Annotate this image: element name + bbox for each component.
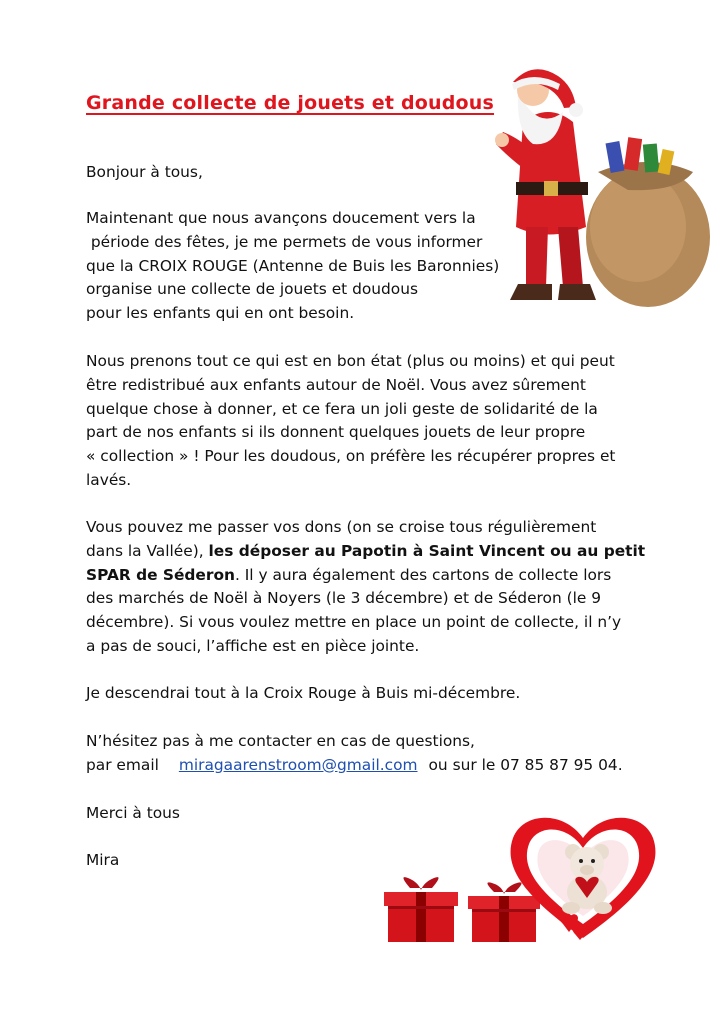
intro-paragraph	[86, 207, 499, 326]
dropoff-paragraph	[86, 516, 645, 659]
dropoff-location-bold: SPAR de Séderon	[86, 565, 235, 584]
gift-box-icon	[380, 874, 462, 944]
contact-email-prefix: par email	[86, 755, 159, 774]
contact-phone: ou sur le 07 85 87 95 04.	[428, 755, 623, 774]
dropoff-line: décembre). Si vous voulez mettre en place un point de collecte, il n’y	[86, 613, 622, 632]
contact-paragraph	[86, 730, 623, 778]
dropoff-line: a pas de souci, l’affiche est en pièce jointe.	[86, 636, 420, 655]
signature: Mira	[86, 851, 120, 869]
email-link[interactable]: miragaarenstroom@gmail.com	[178, 755, 418, 774]
donation-line: quelque chose à donner, et ce fera un joli geste de solidarité de la	[86, 399, 598, 418]
heart-teddy-bear-icon	[503, 806, 663, 946]
donation-line: Nous prenons tout ce qui est en bon état (plus ou moins) et qui peut	[86, 352, 615, 370]
contact-line	[86, 754, 623, 778]
dropoff-line	[86, 540, 645, 564]
contact-line: N’hésitez pas à me contacter en cas de questions,	[86, 732, 475, 750]
dropoff-line: Vous pouvez me passer vos dons (on se croise tous régulièrement	[86, 518, 597, 536]
donation-line: lavés.	[86, 470, 132, 489]
donation-line: « collection » ! Pour les doudous, on préfère les récupérer propres et	[86, 447, 616, 466]
intro-line: que la CROIX ROUGE (Antenne de Buis les Baronnies)	[86, 256, 500, 275]
donation-paragraph	[86, 350, 615, 493]
dropoff-line	[86, 564, 645, 588]
intro-line: pour les enfants qui en ont besoin.	[86, 304, 355, 323]
page-title: Grande collecte de jouets et doudous	[86, 92, 495, 114]
thanks-text: Merci à tous	[86, 804, 180, 822]
intro-line: période des fêtes, je me permets de vous informer	[86, 232, 483, 251]
donation-line: être redistribué aux enfants autour de Noël. Vous avez sûrement	[86, 375, 586, 394]
santa-claus-with-sack-icon	[478, 62, 718, 312]
dropoff-text: . Il y aura également des cartons de collecte lors	[234, 565, 612, 584]
dropoff-location-bold: les déposer au Papotin à Saint Vincent ou au petit	[208, 541, 646, 560]
greeting: Bonjour à tous,	[86, 163, 203, 181]
dropoff-text: dans la Vallée),	[86, 541, 209, 560]
donation-line: part de nos enfants si ils donnent quelques jouets de leur propre	[86, 423, 586, 442]
dropoff-line: des marchés de Noël à Noyers (le 3 décembre) et de Séderon (le 9	[86, 589, 602, 608]
intro-line: organise une collecte de jouets et doudous	[86, 280, 418, 299]
intro-line: Maintenant que nous avançons doucement vers la	[86, 209, 476, 227]
delivery-paragraph: Je descendrai tout à la Croix Rouge à Buis mi-décembre.	[86, 684, 521, 702]
